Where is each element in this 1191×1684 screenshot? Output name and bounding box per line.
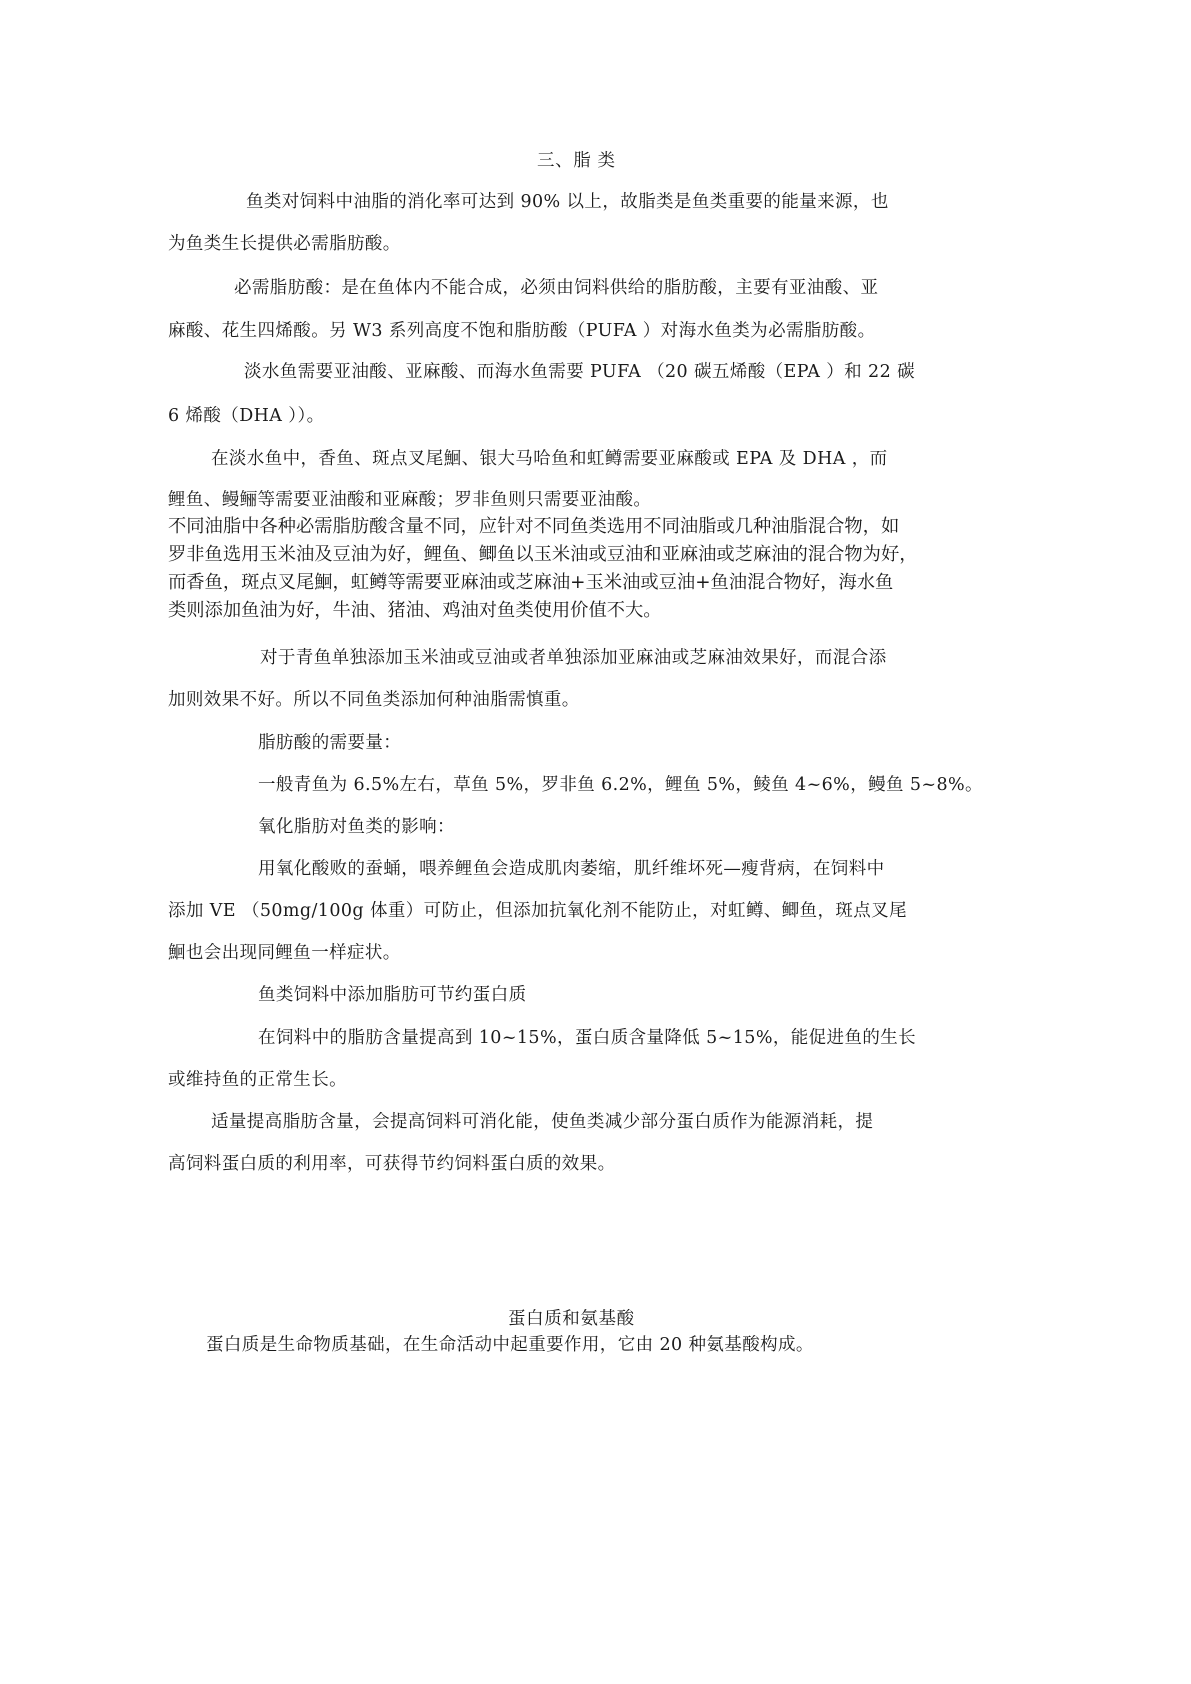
section-title-lipids: 三、脂 类 — [537, 151, 616, 171]
paragraph-efa-definition-line-1: 必需脂肪酸：是在鱼体内不能合成，必须由饲料供给的脂肪酸，主要有亚油酸、亚 — [234, 278, 879, 298]
paragraph-digestibility-line-2: 为鱼类生长提供必需脂肪酸。 — [168, 234, 401, 254]
paragraph-fat-increase-line-1: 适量提高脂肪含量，会提高饲料可消化能，使鱼类减少部分蛋白质作为能源消耗，提 — [211, 1112, 874, 1132]
paragraph-protein-sparing-line-1: 在饲料中的脂肪含量提高到 10~15%，蛋白质含量降低 5~15%，能促进鱼的生长 — [258, 1028, 917, 1048]
paragraph-oxidized-fat-line-2: 添加 VE （50mg/100g 体重）可防止，但添加抗氧化剂不能防止，对虹鳟、鲫鱼，斑点叉尾 — [168, 901, 907, 921]
heading-protein-sparing: 鱼类饲料中添加脂肪可节约蛋白质 — [258, 985, 527, 1005]
paragraph-oil-selection-line-1: 不同油脂中各种必需脂肪酸含量不同，应针对不同鱼类选用不同油脂或几种油脂混合物，如 — [168, 516, 900, 537]
paragraph-oil-selection-line-4: 类则添加鱼油为好，牛油、猪油、鸡油对鱼类使用价值不大。 — [168, 600, 662, 621]
paragraph-digestibility-line-1: 鱼类对饲料中油脂的消化率可达到 90% 以上，故脂类是鱼类重要的能量来源，也 — [246, 192, 889, 212]
section-title-protein: 蛋白质和氨基酸 — [508, 1309, 635, 1329]
paragraph-oil-selection-line-3: 而香鱼，斑点叉尾鮰，虹鳟等需要亚麻油或芝麻油+玉米油或豆油+鱼油混合物好，海水鱼 — [168, 572, 894, 593]
paragraph-protein-intro: 蛋白质是生命物质基础，在生命活动中起重要作用，它由 20 种氨基酸构成。 — [206, 1335, 814, 1355]
paragraph-fresh-vs-sea-line-2: 6 烯酸（DHA ））。 — [168, 406, 325, 426]
paragraph-black-carp-line-1: 对于青鱼单独添加玉米油或豆油或者单独添加亚麻油或芝麻油效果好，而混合添 — [260, 648, 887, 668]
paragraph-efa-definition-line-2: 麻酸、花生四烯酸。另 W3 系列高度不饱和脂肪酸（PUFA ）对海水鱼类为必需脂肪酸。 — [168, 321, 876, 341]
paragraph-freshwater-species-line-1: 在淡水鱼中，香鱼、斑点叉尾鮰、银大马哈鱼和虹鳟需要亚麻酸或 EPA 及 DHA ，而 — [211, 449, 888, 469]
paragraph-requirement-values: 一般青鱼为 6.5%左右，草鱼 5%，罗非鱼 6.2%，鲤鱼 5%，鲮鱼 4~6%，鳗鱼 5~8%。 — [258, 775, 983, 795]
paragraph-protein-sparing-line-2: 或维持鱼的正常生长。 — [168, 1070, 347, 1090]
heading-oxidized-fat-effects: 氧化脂肪对鱼类的影响： — [258, 817, 455, 837]
paragraph-fat-increase-line-2: 高饲料蛋白质的利用率，可获得节约饲料蛋白质的效果。 — [168, 1154, 616, 1174]
paragraph-freshwater-species-line-2: 鲤鱼、鳗鲡等需要亚油酸和亚麻酸；罗非鱼则只需要亚油酸。 — [168, 490, 652, 510]
paragraph-oil-selection-line-2: 罗非鱼选用玉米油及豆油为好，鲤鱼、鲫鱼以玉米油或豆油和亚麻油或芝麻油的混合物为好， — [168, 544, 918, 565]
paragraph-fresh-vs-sea-line-1: 淡水鱼需要亚油酸、亚麻酸、而海水鱼需要 PUFA （20 碳五烯酸（EPA ）和 22 碳 — [244, 362, 915, 382]
paragraph-oxidized-fat-line-3: 鮰也会出现同鲤鱼一样症状。 — [168, 943, 401, 963]
heading-fatty-acid-requirement: 脂肪酸的需要量： — [258, 733, 402, 753]
paragraph-oxidized-fat-line-1: 用氧化酸败的蚕蛹，喂养鲤鱼会造成肌肉萎缩，肌纤维坏死—瘦背病，在饲料中 — [258, 859, 885, 879]
paragraph-black-carp-line-2: 加则效果不好。所以不同鱼类添加何种油脂需慎重。 — [168, 690, 580, 710]
